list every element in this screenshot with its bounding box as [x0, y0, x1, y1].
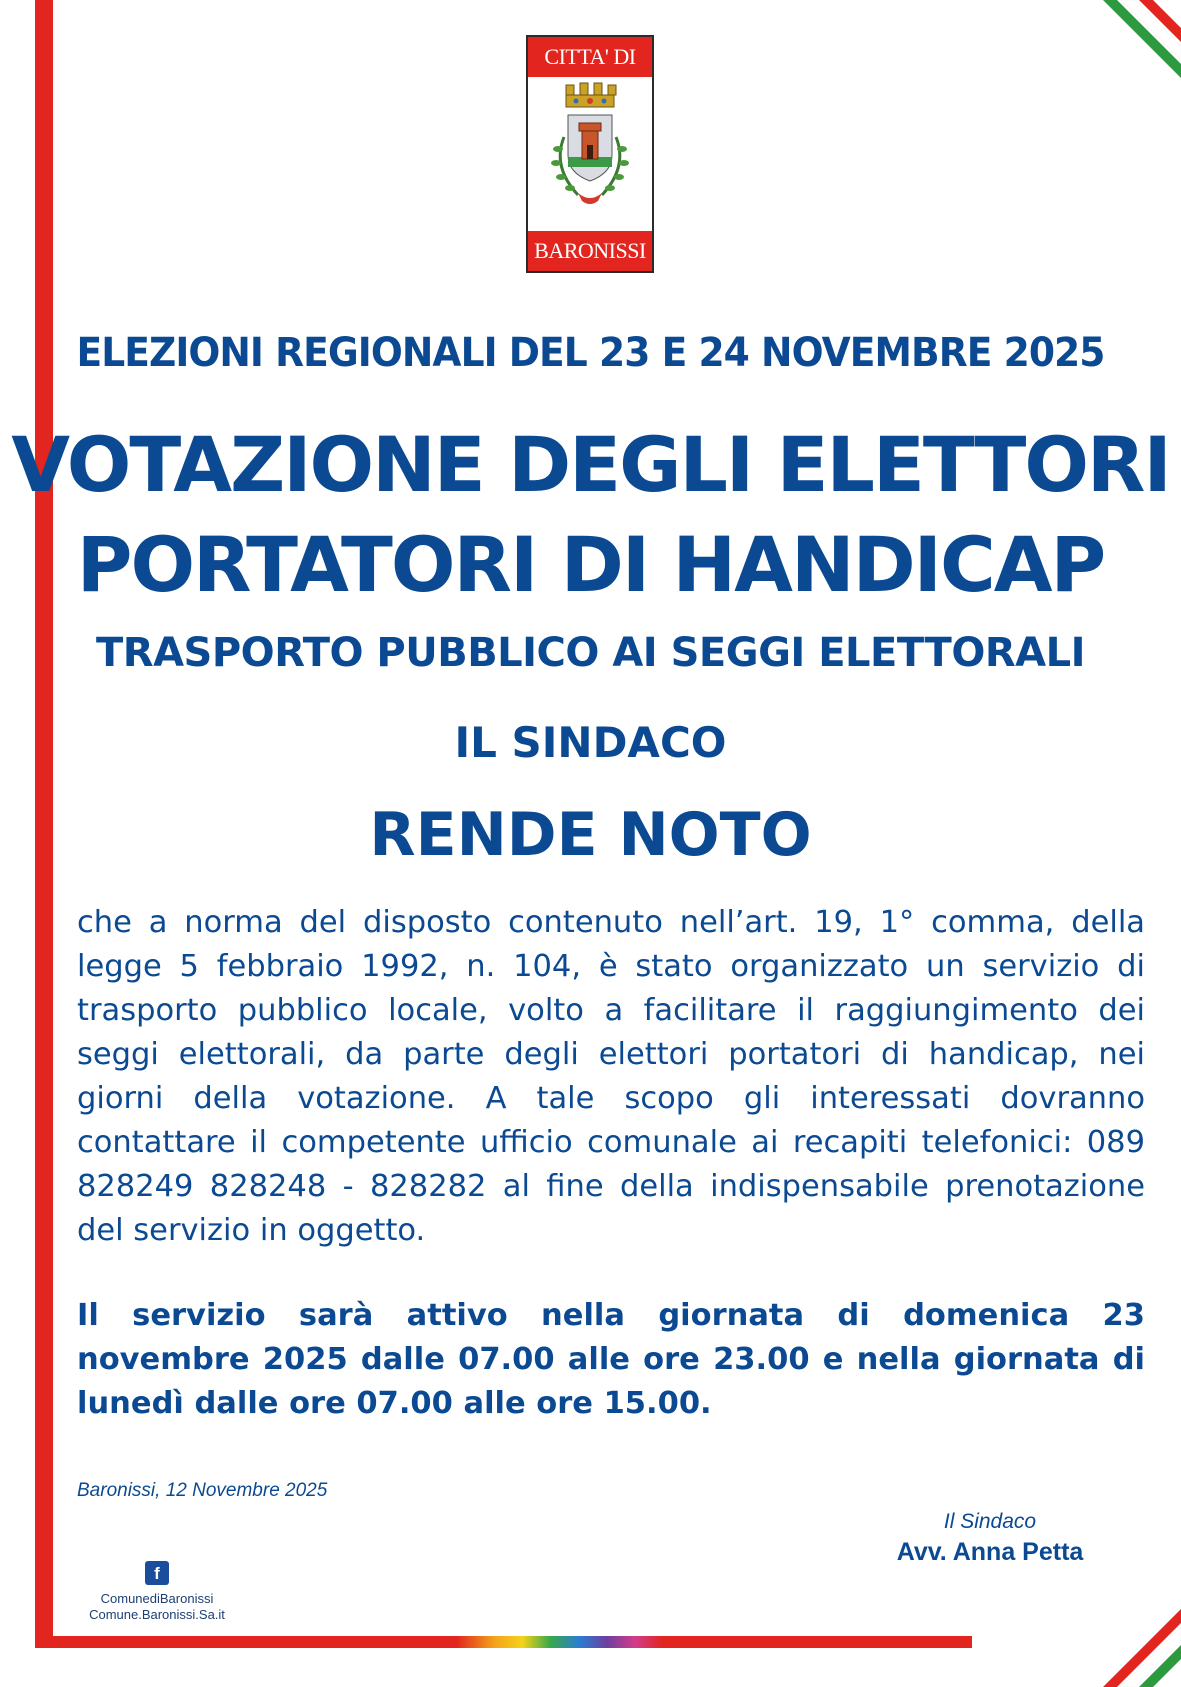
schedule-paragraph: Il servizio sarà attivo nella giornata di domenica 23 novembre 2025 dalle 07.00 alle ore 23.00 e nella giornata di lunedì dalle ore 07.00 alle ore 15.00. — [77, 1298, 1145, 1421]
signature-role: Il Sindaco — [943, 1510, 1037, 1533]
authority-heading: IL SINDACO — [454, 718, 727, 767]
main-title-line-1: VOTAZIONE DEGLI ELETTORI — [11, 420, 1170, 509]
social-block — [77, 1561, 237, 1623]
subtitle: TRASPORTO PUBBLICO AI SEGGI ELETTORALI — [96, 630, 1085, 676]
announcement-heading: RENDE NOTO — [369, 800, 812, 870]
signature-name: Avv. Anna Petta — [896, 1538, 1084, 1566]
italian-flag-corner-bottom — [1041, 1547, 1181, 1687]
main-title-line-2: PORTATORI DI HANDICAP — [76, 520, 1105, 609]
crest-top-label: CITTA' DI — [528, 37, 652, 77]
facebook-icon[interactable]: f — [145, 1561, 169, 1585]
website-link[interactable]: Comune.Baronissi.Sa.it — [89, 1607, 225, 1622]
crest-bottom-label: BARONISSI — [528, 231, 652, 271]
signature-block — [860, 1510, 1120, 1567]
frame-bottom-border — [35, 1636, 972, 1648]
crest-emblem-icon — [528, 77, 652, 231]
city-coat-of-arms — [526, 35, 654, 273]
italian-flag-corner-top — [1041, 0, 1181, 140]
election-heading: ELEZIONI REGIONALI DEL 23 E 24 NOVEMBRE 2025 — [76, 330, 1105, 376]
place-date: Baronissi, 12 Novembre 2025 — [77, 1480, 328, 1501]
main-title — [0, 415, 1181, 615]
social-handle[interactable]: ComunediBaronissi — [100, 1591, 214, 1606]
notice-paragraph: che a norma del disposto contenuto nell’art. 19, 1° comma, della legge 5 febbraio 1992, n. 104, è stato organizzato un servizio di trasporto pubblico locale, volto a facilitare il raggiungimento dei seggi elettorali, da parte degli elettori portatori di handicap, nei giorni della votazione. A tale scopo gli interessati dovranno contattare il competente ufficio comunale ai recapiti telefonici: 089 828249 828248 - 828282 al fine della indispensabile prenotazione del servizio in oggetto. — [77, 905, 1145, 1248]
